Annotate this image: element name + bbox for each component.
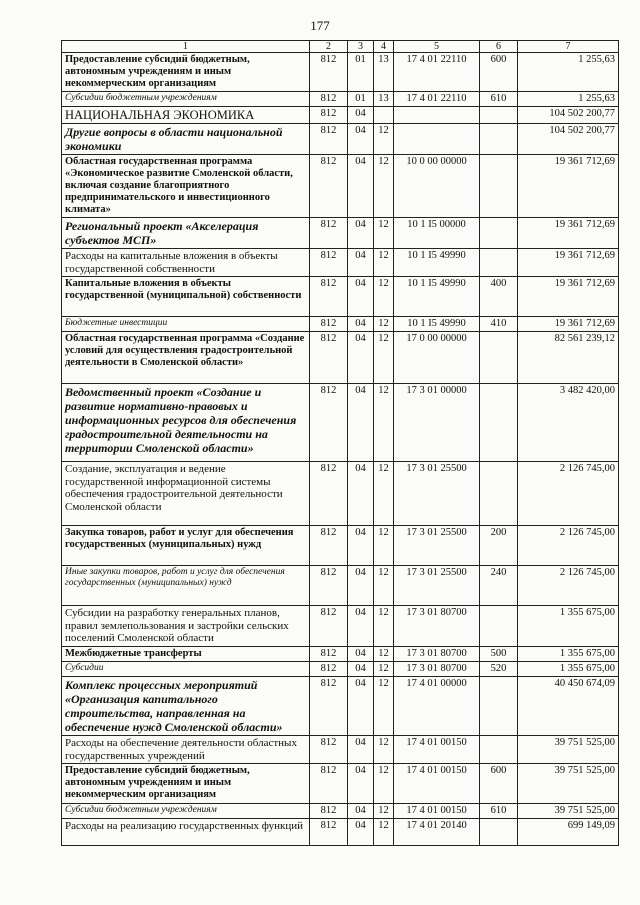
- section-cell: 04: [348, 218, 374, 249]
- row-name-cell: Расходы на обеспечение деятельности областных государственных учреждений: [62, 736, 310, 764]
- subsection-cell: 12: [374, 647, 394, 662]
- section-cell: 04: [348, 566, 374, 606]
- target-article-cell: 17 4 01 22110: [394, 92, 480, 107]
- expense-type-cell: [480, 677, 518, 736]
- target-article-cell: 17 3 01 80700: [394, 606, 480, 647]
- target-article-cell: 10 1 I5 49990: [394, 277, 480, 317]
- expense-type-cell: [480, 124, 518, 155]
- section-cell: 04: [348, 462, 374, 526]
- subsection-cell: 12: [374, 249, 394, 277]
- subsection-cell: 12: [374, 677, 394, 736]
- row-name-cell: Субсидии бюджетным учреждениям: [62, 804, 310, 819]
- budget-table: [61, 40, 619, 846]
- admin-code-cell: 812: [310, 526, 348, 566]
- expense-type-cell: [480, 384, 518, 462]
- section-cell: 04: [348, 124, 374, 155]
- expense-type-cell: [480, 819, 518, 846]
- row-name-cell: Расходы на реализацию государственных функций: [62, 819, 310, 846]
- amount-cell: 699 149,09: [518, 819, 619, 846]
- table-row: [62, 107, 619, 124]
- row-name-cell: Областная государственная программа «Создание условий для осуществления градостроительной деятельности в Смоленской области»: [62, 332, 310, 384]
- amount-cell: 19 361 712,69: [518, 249, 619, 277]
- expense-type-cell: 240: [480, 566, 518, 606]
- subsection-cell: 12: [374, 218, 394, 249]
- row-name-cell: Межбюджетные трансферты: [62, 647, 310, 662]
- table-row: [62, 53, 619, 92]
- amount-cell: 19 361 712,69: [518, 317, 619, 332]
- target-article-cell: 10 1 I5 49990: [394, 249, 480, 277]
- table-row: [62, 155, 619, 218]
- table-row: [62, 92, 619, 107]
- subsection-cell: 12: [374, 526, 394, 566]
- subsection-cell: 12: [374, 124, 394, 155]
- amount-cell: 3 482 420,00: [518, 384, 619, 462]
- row-name-cell: Областная государственная программа «Экономическое развитие Смоленской области, включая создание благоприятного предпринимательского и инвестиционного климата»: [62, 155, 310, 218]
- expense-type-cell: 400: [480, 277, 518, 317]
- expense-type-cell: 410: [480, 317, 518, 332]
- column-header: 2: [310, 41, 348, 53]
- admin-code-cell: 812: [310, 736, 348, 764]
- amount-cell: 2 126 745,00: [518, 526, 619, 566]
- section-cell: 04: [348, 317, 374, 332]
- target-article-cell: [394, 107, 480, 124]
- expense-type-cell: [480, 736, 518, 764]
- section-cell: 04: [348, 277, 374, 317]
- admin-code-cell: 812: [310, 218, 348, 249]
- target-article-cell: 10 1 I5 49990: [394, 317, 480, 332]
- section-cell: 04: [348, 526, 374, 566]
- subsection-cell: 12: [374, 662, 394, 677]
- target-article-cell: [394, 124, 480, 155]
- row-name-cell: Предоставление субсидий бюджетным, автономным учреждениям и иным некоммерческим организациям: [62, 764, 310, 804]
- table-row: [62, 277, 619, 317]
- admin-code-cell: 812: [310, 332, 348, 384]
- amount-cell: 39 751 525,00: [518, 736, 619, 764]
- expense-type-cell: 610: [480, 804, 518, 819]
- table-row: [62, 462, 619, 526]
- subsection-cell: 12: [374, 462, 394, 526]
- row-name-cell: Расходы на капитальные вложения в объекты государственной собственности: [62, 249, 310, 277]
- target-article-cell: 17 3 01 25500: [394, 526, 480, 566]
- subsection-cell: 13: [374, 92, 394, 107]
- section-cell: 04: [348, 764, 374, 804]
- table-row: [62, 566, 619, 606]
- table-row: [62, 526, 619, 566]
- amount-cell: 40 450 674,09: [518, 677, 619, 736]
- column-header: 3: [348, 41, 374, 53]
- section-cell: 04: [348, 677, 374, 736]
- admin-code-cell: 812: [310, 647, 348, 662]
- section-cell: 04: [348, 736, 374, 764]
- section-cell: 04: [348, 662, 374, 677]
- section-cell: 04: [348, 107, 374, 124]
- amount-cell: 19 361 712,69: [518, 218, 619, 249]
- target-article-cell: 10 0 00 00000: [394, 155, 480, 218]
- subsection-cell: 12: [374, 332, 394, 384]
- admin-code-cell: 812: [310, 92, 348, 107]
- amount-cell: 19 361 712,69: [518, 277, 619, 317]
- admin-code-cell: 812: [310, 249, 348, 277]
- target-article-cell: 17 4 01 00150: [394, 804, 480, 819]
- table-row: [62, 317, 619, 332]
- target-article-cell: 17 3 01 25500: [394, 462, 480, 526]
- target-article-cell: 17 4 01 00150: [394, 764, 480, 804]
- row-name-cell: Субсидии: [62, 662, 310, 677]
- admin-code-cell: 812: [310, 462, 348, 526]
- subsection-cell: 12: [374, 384, 394, 462]
- row-name-cell: Ведомственный проект «Создание и развитие нормативно-правовых и информационных ресурсов для обеспечения градостроительной деятельности на территории Смоленской области»: [62, 384, 310, 462]
- target-article-cell: 10 1 I5 00000: [394, 218, 480, 249]
- target-article-cell: 17 4 01 00000: [394, 677, 480, 736]
- expense-type-cell: [480, 606, 518, 647]
- column-header: 6: [480, 41, 518, 53]
- table-row: [62, 764, 619, 804]
- section-cell: 04: [348, 606, 374, 647]
- table-row: [62, 677, 619, 736]
- target-article-cell: 17 3 01 00000: [394, 384, 480, 462]
- expense-type-cell: [480, 249, 518, 277]
- subsection-cell: 12: [374, 819, 394, 846]
- target-article-cell: 17 4 01 20140: [394, 819, 480, 846]
- section-cell: 04: [348, 804, 374, 819]
- amount-cell: 39 751 525,00: [518, 764, 619, 804]
- admin-code-cell: 812: [310, 277, 348, 317]
- row-name-cell: Иные закупки товаров, работ и услуг для обеспечения государственных (муниципальных) нужд: [62, 566, 310, 606]
- column-header: 5: [394, 41, 480, 53]
- expense-type-cell: 520: [480, 662, 518, 677]
- expense-type-cell: [480, 155, 518, 218]
- section-cell: 04: [348, 647, 374, 662]
- admin-code-cell: 812: [310, 155, 348, 218]
- subsection-cell: [374, 107, 394, 124]
- section-cell: 04: [348, 332, 374, 384]
- expense-type-cell: [480, 332, 518, 384]
- section-cell: 01: [348, 53, 374, 92]
- row-name-cell: Региональный проект «Акселерация субъектов МСП»: [62, 218, 310, 249]
- amount-cell: 104 502 200,77: [518, 124, 619, 155]
- admin-code-cell: 812: [310, 662, 348, 677]
- table-row: [62, 804, 619, 819]
- target-article-cell: 17 4 01 22110: [394, 53, 480, 92]
- section-cell: 04: [348, 249, 374, 277]
- amount-cell: 1 355 675,00: [518, 662, 619, 677]
- expense-type-cell: 610: [480, 92, 518, 107]
- column-header: 1: [62, 41, 310, 53]
- subsection-cell: 12: [374, 736, 394, 764]
- table-row: [62, 819, 619, 846]
- amount-cell: 2 126 745,00: [518, 566, 619, 606]
- subsection-cell: 12: [374, 566, 394, 606]
- admin-code-cell: 812: [310, 53, 348, 92]
- row-name-cell: Комплекс процессных мероприятий «Организация капитального строительства, направленная на обеспечение нужд Смоленской области»: [62, 677, 310, 736]
- row-name-cell: Закупка товаров, работ и услуг для обеспечения государственных (муниципальных) нужд: [62, 526, 310, 566]
- table-row: [62, 218, 619, 249]
- table-row: [62, 647, 619, 662]
- section-cell: 04: [348, 155, 374, 218]
- section-cell: 04: [348, 819, 374, 846]
- table-row: [62, 662, 619, 677]
- table-row: [62, 124, 619, 155]
- expense-type-cell: [480, 107, 518, 124]
- admin-code-cell: 812: [310, 606, 348, 647]
- expense-type-cell: 600: [480, 764, 518, 804]
- expense-type-cell: [480, 462, 518, 526]
- target-article-cell: 17 3 01 25500: [394, 566, 480, 606]
- admin-code-cell: 812: [310, 384, 348, 462]
- admin-code-cell: 812: [310, 107, 348, 124]
- column-header: 7: [518, 41, 619, 53]
- table-row: [62, 736, 619, 764]
- row-name-cell: НАЦИОНАЛЬНАЯ ЭКОНОМИКА: [62, 107, 310, 124]
- row-name-cell: Предоставление субсидий бюджетным, автономным учреждениям и иным некоммерческим организациям: [62, 53, 310, 92]
- expense-type-cell: 600: [480, 53, 518, 92]
- column-header: 4: [374, 41, 394, 53]
- admin-code-cell: 812: [310, 677, 348, 736]
- amount-cell: 104 502 200,77: [518, 107, 619, 124]
- row-name-cell: Субсидии на разработку генеральных планов, правил землепользования и застройки сельских поселений Смоленской области: [62, 606, 310, 647]
- subsection-cell: 12: [374, 606, 394, 647]
- row-name-cell: Субсидии бюджетным учреждениям: [62, 92, 310, 107]
- target-article-cell: 17 3 01 80700: [394, 662, 480, 677]
- target-article-cell: 17 3 01 80700: [394, 647, 480, 662]
- table-body: [62, 53, 619, 846]
- row-name-cell: Другие вопросы в области национальной экономики: [62, 124, 310, 155]
- admin-code-cell: 812: [310, 124, 348, 155]
- admin-code-cell: 812: [310, 317, 348, 332]
- target-article-cell: 17 4 01 00150: [394, 736, 480, 764]
- section-cell: 04: [348, 384, 374, 462]
- subsection-cell: 12: [374, 317, 394, 332]
- section-cell: 01: [348, 92, 374, 107]
- row-name-cell: Бюджетные инвестиции: [62, 317, 310, 332]
- amount-cell: 39 751 525,00: [518, 804, 619, 819]
- amount-cell: 19 361 712,69: [518, 155, 619, 218]
- row-name-cell: Создание, эксплуатация и ведение государственной информационной системы обеспечения градостроительной деятельности Смоленской области: [62, 462, 310, 526]
- table-row: [62, 384, 619, 462]
- amount-cell: 82 561 239,12: [518, 332, 619, 384]
- amount-cell: 1 255,63: [518, 53, 619, 92]
- amount-cell: 1 355 675,00: [518, 606, 619, 647]
- target-article-cell: 17 0 00 00000: [394, 332, 480, 384]
- amount-cell: 2 126 745,00: [518, 462, 619, 526]
- expense-type-cell: 200: [480, 526, 518, 566]
- subsection-cell: 13: [374, 53, 394, 92]
- expense-type-cell: [480, 218, 518, 249]
- expense-type-cell: 500: [480, 647, 518, 662]
- table-row: [62, 606, 619, 647]
- subsection-cell: 12: [374, 277, 394, 317]
- header-row: [62, 41, 619, 53]
- table-row: [62, 332, 619, 384]
- subsection-cell: 12: [374, 804, 394, 819]
- admin-code-cell: 812: [310, 804, 348, 819]
- table-row: [62, 249, 619, 277]
- row-name-cell: Капитальные вложения в объекты государственной (муниципальной) собственности: [62, 277, 310, 317]
- admin-code-cell: 812: [310, 764, 348, 804]
- admin-code-cell: 812: [310, 566, 348, 606]
- subsection-cell: 12: [374, 155, 394, 218]
- amount-cell: 1 255,63: [518, 92, 619, 107]
- amount-cell: 1 355 675,00: [518, 647, 619, 662]
- admin-code-cell: 812: [310, 819, 348, 846]
- subsection-cell: 12: [374, 764, 394, 804]
- page-number: 177: [310, 18, 330, 33]
